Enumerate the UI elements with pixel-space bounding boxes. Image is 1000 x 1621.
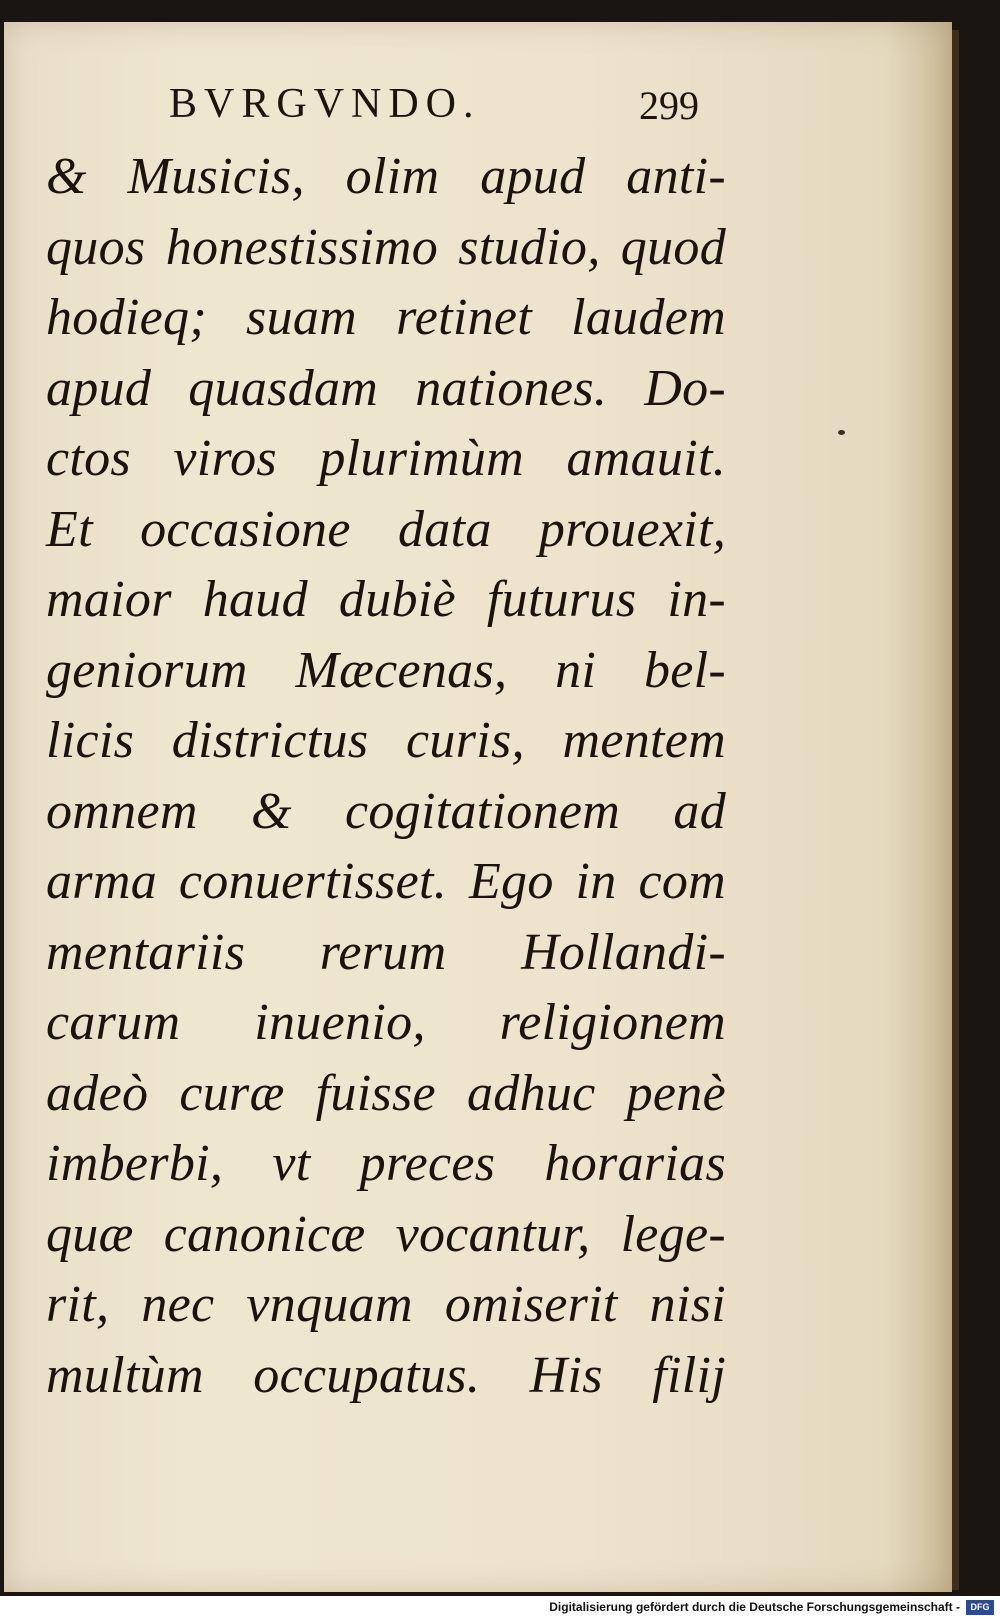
dfg-logo: DFG [966, 1600, 994, 1615]
text-line: licis districtus curis, mentem [46, 712, 726, 769]
text-line: carum inuenio, religionem [46, 994, 726, 1051]
page-header [169, 80, 699, 140]
text-line: hodieq; suam retinet laudem [46, 289, 726, 346]
text-line: imberbi, vt preces horarias [46, 1135, 726, 1192]
ink-speck [838, 430, 845, 435]
page-number: 299 [639, 83, 699, 128]
text-line: apud quasdam nationes. Do- [46, 359, 726, 417]
running-head: BVRGVNDO. [169, 81, 481, 127]
body-text [46, 142, 726, 1411]
text-line: omnem & cogitationem ad [46, 782, 726, 840]
digitization-credit: Digitalisierung gefördert durch die Deutsche Forschungsgemeinschaft - [549, 1600, 960, 1614]
book-page [4, 22, 952, 1592]
page-edge [952, 30, 959, 1590]
text-line: arma conuertisset. Ego in com [46, 853, 726, 910]
text-line: quæ canonicæ vocantur, lege- [46, 1205, 726, 1263]
text-line: ctos viros plurimùm amauit. [46, 430, 726, 487]
text-line: Et occasione data prouexit, [46, 500, 726, 558]
text-line: maior haud dubiè futurus in- [46, 571, 726, 628]
footer-bar [0, 1596, 1000, 1621]
text-line: adeò curæ fuisse adhuc penè [46, 1064, 726, 1122]
text-line: multùm occupatus. His filij [46, 1346, 726, 1404]
text-line: quos honestissimo studio, quod [46, 218, 726, 276]
text-line: geniorum Mæcenas, ni bel- [46, 641, 726, 699]
text-line: & Musicis, olim apud anti- [46, 148, 726, 205]
text-line: rit, nec vnquam omiserit nisi [46, 1276, 726, 1333]
text-line: mentariis rerum Hollandi- [46, 923, 726, 981]
